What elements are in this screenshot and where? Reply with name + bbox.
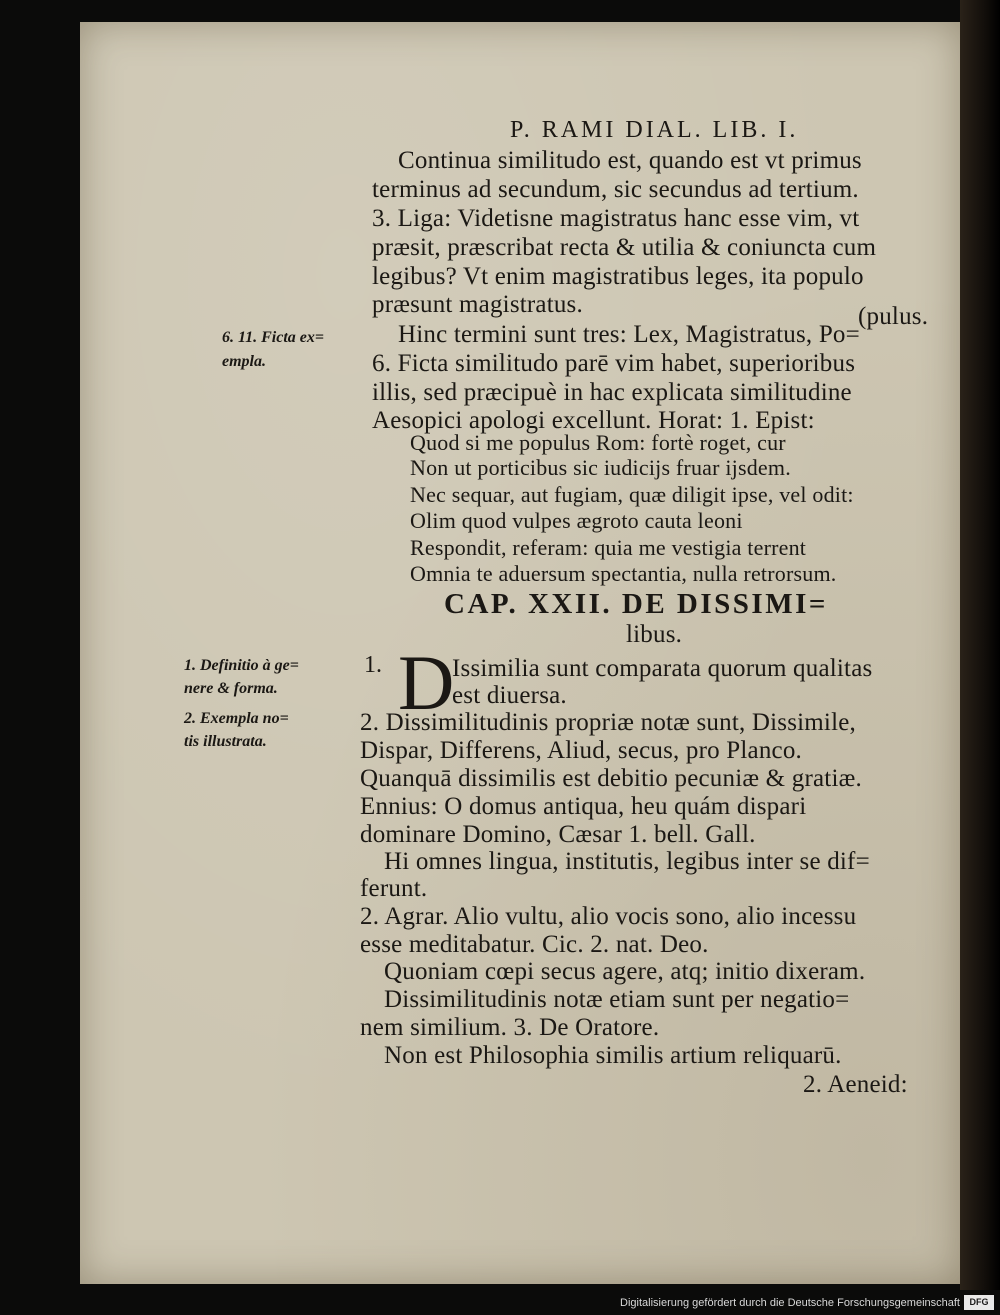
- verse-line: Nec sequar, aut fugiam, quæ diligit ipse, vel odit:: [410, 482, 854, 507]
- text-line: legibus? Vt enim magistratibus leges, ita populo: [372, 263, 864, 290]
- text-line: Hinc termini sunt tres: Lex, Magistratus, Po=: [398, 321, 860, 348]
- verse-line: Olim quod vulpes ægroto cauta leoni: [410, 508, 743, 533]
- text-line: Aesopici apologi excellunt. Horat: 1. Epist:: [372, 407, 815, 434]
- text-line: esse meditabatur. Cic. 2. nat. Deo.: [360, 931, 709, 958]
- text-line: Hi omnes lingua, institutis, legibus inter se dif=: [384, 848, 870, 875]
- text-line: dominare Domino, Cæsar 1. bell. Gall.: [360, 821, 756, 848]
- book-spine: [960, 0, 1000, 1290]
- dfg-logo: DFG: [964, 1295, 994, 1310]
- margin-note: 1. Definitio à ge=: [184, 657, 299, 674]
- text-line: Continua similitudo est, quando est vt primus: [398, 147, 862, 174]
- margin-note: empla.: [222, 353, 266, 370]
- running-title: P. RAMI DIAL. LIB. I.: [510, 117, 799, 143]
- text-line: est diuersa.: [452, 682, 567, 709]
- paragraph-number: 1.: [364, 652, 382, 678]
- text-line: ferunt.: [360, 875, 428, 902]
- text-line: præsit, præscribat recta & utilia & coniuncta cum: [372, 234, 877, 261]
- text-line: 2. Agrar. Alio vultu, alio vocis sono, alio incessu: [360, 903, 857, 930]
- text-line: Quanquā dissimilis est debitio pecuniæ & gratiæ.: [360, 765, 862, 792]
- text-line: terminus ad secundum, sic secundus ad tertium.: [372, 176, 859, 203]
- text-line: nem similium. 3. De Oratore.: [360, 1014, 660, 1041]
- verse-line: Quod si me populus Rom: fortè roget, cur: [410, 430, 786, 455]
- margin-note: 2. Exempla no=: [184, 710, 289, 727]
- verse-line: Respondit, referam: quia me vestigia terrent: [410, 535, 807, 560]
- text-line: Dispar, Differens, Aliud, secus, pro Planco.: [360, 737, 802, 764]
- text-line-tail: (pulus.: [858, 303, 929, 330]
- text-line: 2. Dissimilitudinis propriæ notæ sunt, Dissimile,: [360, 709, 856, 736]
- text-line: præsunt magistratus.: [372, 291, 583, 318]
- verse-line: Non ut porticibus sic iudicijs fruar ijsdem.: [410, 455, 791, 480]
- text-line: Quoniam cœpi secus agere, atq; initio dixeram.: [384, 958, 866, 985]
- margin-note: tis illustrata.: [184, 733, 267, 750]
- text-line: Dissimilitudinis notæ etiam sunt per negatio=: [384, 986, 850, 1013]
- chapter-heading-continuation: libus.: [626, 621, 683, 648]
- footer-credit: Digitalisierung gefördert durch die Deutsche Forschungsgemeinschaft: [620, 1297, 960, 1309]
- margin-note: 6. 11. Ficta ex=: [222, 329, 324, 346]
- chapter-heading: CAP. XXII. DE DISSIMI=: [444, 588, 828, 620]
- margin-note: nere & forma.: [184, 680, 278, 697]
- text-line: 6. Ficta similitudo parē vim habet, superioribus: [372, 350, 856, 377]
- text-line: illis, sed præcipuè in hac explicata similitudine: [372, 379, 852, 406]
- text-line: Issimilia sunt comparata quorum qualitas: [452, 655, 873, 682]
- verse-line: Omnia te aduersum spectantia, nulla retrorsum.: [410, 561, 837, 586]
- text-line: Ennius: O domus antiqua, heu quám dispari: [360, 793, 807, 820]
- text-line: 3. Liga: Videtisne magistratus hanc esse vim, vt: [372, 205, 860, 232]
- catchword-line: 2. Aeneid:: [803, 1071, 908, 1098]
- text-line: Non est Philosophia similis artium reliquarū.: [384, 1042, 842, 1069]
- drop-cap: D: [398, 639, 455, 726]
- footer-bar: [0, 1292, 1000, 1315]
